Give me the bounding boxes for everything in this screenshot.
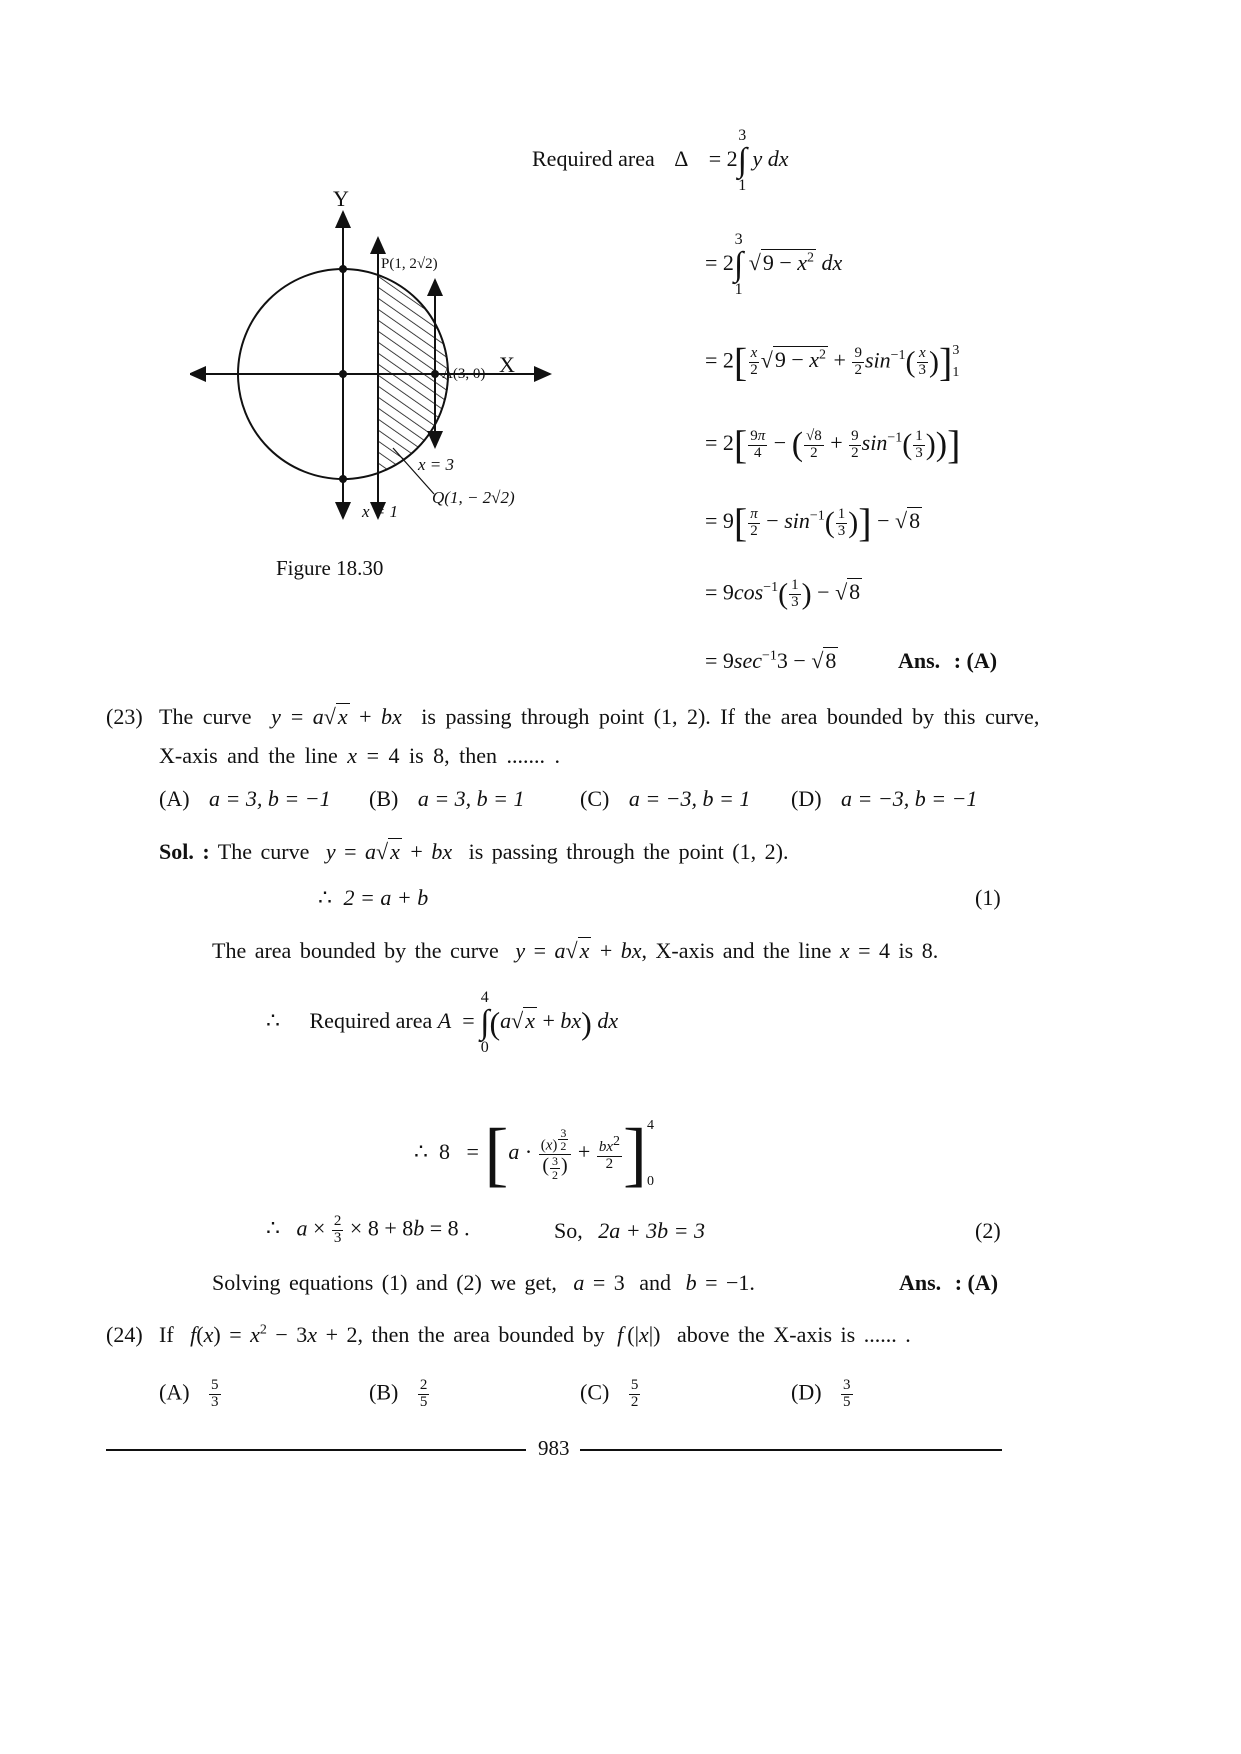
q23-option-b[interactable]: (B) a = 3, b = 1	[369, 786, 525, 811]
q23-eq1: ∴ 2 = a + b	[318, 885, 429, 910]
q23-area-line: The area bounded by the curve y = a√x + bx, X-axis and the line x = 4 is 8.	[212, 938, 939, 963]
q23-option-a[interactable]: (A) a = 3, b = −1	[159, 786, 331, 811]
q23-line1: The curve y = a√x + bx is passing through point (1, 2). If the area bounded by this curve,	[159, 704, 1040, 729]
q24-option-d[interactable]: (D) $\frac{3}{5}$	[791, 1377, 851, 1410]
q23-eq2: So, 2a + 3b = 3	[554, 1218, 705, 1243]
q23-result: Solving equations (1) and (2) we get, a = 3 and b = −1.	[212, 1270, 755, 1295]
q24-option-c[interactable]: (C) $\frac{5}{2}$	[580, 1377, 639, 1410]
fig-line-x3: x = 3	[418, 455, 455, 474]
footer-rule-left	[106, 1449, 526, 1451]
footer-rule-right	[580, 1449, 1002, 1451]
sol22-line4: = 2[ $\frac{9\pi}{4}$ − ( $\frac{√8}{2}$ + $\frac{9}{2}$ $\sin^{-1}$( $\frac{1}{3}$ ))]	[705, 422, 961, 467]
figure-caption: Figure 18.30	[276, 556, 384, 580]
q23-line2: X-axis and the line x = 4 is 8, then ....... .	[159, 743, 561, 768]
fig-label-x: X	[499, 352, 515, 377]
q23-required-area: ∴ Required area A = 4 ∫ 0 (a√x + bx) dx	[266, 989, 619, 1056]
q23-eq1-number: (1)	[975, 885, 1001, 910]
fig-point-a: A(3, 0)	[442, 366, 486, 382]
sol22-line5: = 9[ $\frac{\pi}{2}$ − $\sin^{-1}$( $\frac{1}{3}$ )] − √8	[705, 500, 921, 545]
fig-point-p: P(1, 2√2)	[381, 256, 438, 272]
q23-simplify: ∴ a × $\frac{2}{3}$ × 8 + 8b = 8 .	[266, 1213, 470, 1246]
q23-eq2-number: (2)	[975, 1218, 1001, 1243]
q23-number: (23)	[106, 704, 143, 729]
q23-eval: ∴ 8 = [a · (x) $^{\frac{3}{2}}$ ( $\frac{3}{2}$ ) + $\frac{bx^2}{2}$ ] 4 0	[414, 1114, 654, 1194]
q24-option-b[interactable]: (B) $\frac{2}{5}$	[369, 1377, 428, 1410]
fig-line-x1: x = 1	[362, 502, 399, 521]
q24-text: If $f(x) = x^2 - 3x + 2$, then the area bounded by f (|x|) above the X-axis is ...... .	[159, 1322, 911, 1347]
fig-point-q: Q(1, − 2√2)	[432, 488, 515, 507]
page-number: 983	[538, 1436, 570, 1460]
sol22-line3: = 2[ $\frac{x}{2}$ $√9 - x^2$ + $\frac{9}{2}$ $\sin^{-1}$( $\frac{x}{3}$ )] 3 1	[705, 339, 960, 385]
sol22-line7: = $9\sec^{-1}3 - √8$	[705, 648, 837, 673]
q23-solution-line1: Sol. : The curve y = a√x + bx is passing through the point (1, 2).	[159, 839, 789, 864]
sol22-line2: = 2 3 ∫ 1 $√9 - x^2$ dx	[705, 231, 843, 298]
q24-number: (24)	[106, 1322, 143, 1347]
q24-option-a[interactable]: (A) $\frac{5}{3}$	[159, 1377, 219, 1410]
sol22-line1: Required area Δ = 2 3 ∫ 1 y dx	[532, 127, 789, 194]
q23-answer: Ans. : (A)	[899, 1270, 999, 1295]
sol22-answer: Ans. : (A)	[898, 648, 998, 673]
sol22-line6: = $9\cos^{-1}$( $\frac{1}{3}$ ) − √8	[705, 577, 861, 611]
q23-option-c[interactable]: (C) a = −3, b = 1	[580, 786, 751, 811]
fig-label-y: Y	[333, 186, 349, 211]
q23-option-d[interactable]: (D) a = −3, b = −1	[791, 786, 978, 811]
